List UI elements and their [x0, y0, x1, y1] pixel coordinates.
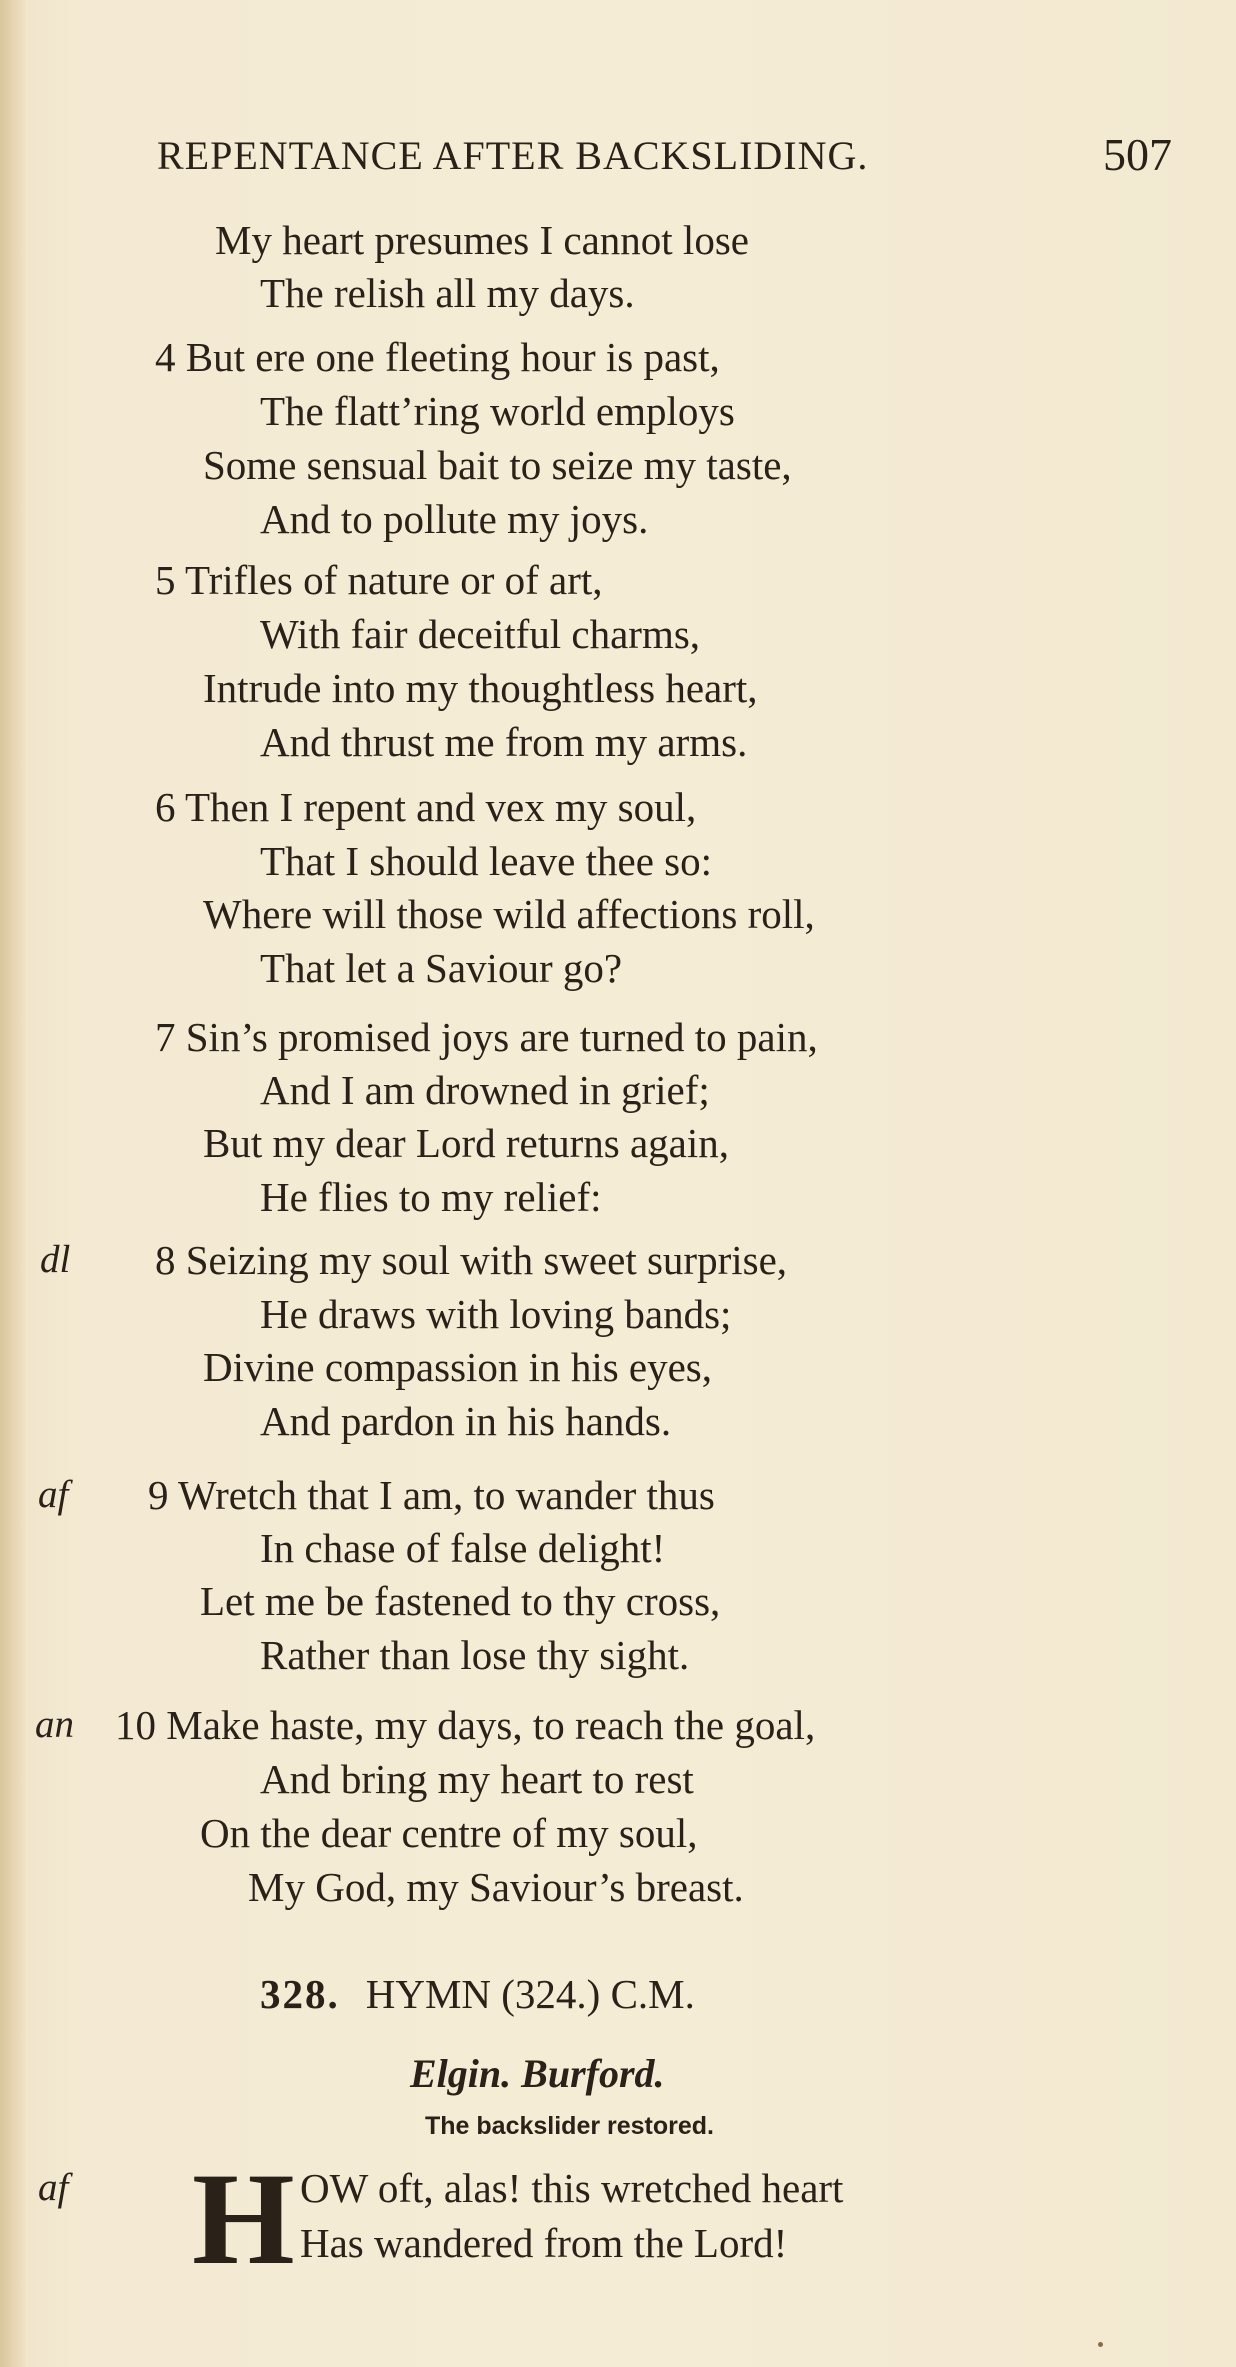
verse-line: In chase of false delight! — [260, 1525, 666, 1571]
performance-marker: an — [35, 1703, 74, 1746]
verse-line: Where will those wild affections roll, — [203, 891, 815, 937]
verse-line: Rather than lose thy sight. — [260, 1632, 690, 1678]
hymn-title: HYMN (324.) C.M. — [365, 1971, 695, 2017]
verse-line: And I am drowned in grief; — [260, 1067, 710, 1113]
verse-line: My heart presumes I cannot lose — [215, 217, 749, 263]
verse-line: And to pollute my joys. — [260, 496, 649, 542]
performance-marker: af — [38, 1473, 69, 1516]
verse-line: He flies to my relief: — [260, 1174, 602, 1220]
verse-line: 9 Wretch that I am, to wander thus — [148, 1472, 715, 1518]
hymn-number: 328. — [260, 1971, 340, 2017]
verse-line: Intrude into my thoughtless heart, — [203, 665, 758, 711]
verse-line: Let me be fastened to thy cross, — [200, 1578, 721, 1624]
verse-line: Has wandered from the Lord! — [300, 2220, 788, 2266]
verse-line: That let a Saviour go? — [260, 945, 623, 991]
verse-line: And thrust me from my arms. — [260, 719, 748, 765]
page-header — [157, 128, 1172, 188]
verse-line: OW oft, alas! this wretched heart — [300, 2165, 844, 2211]
verse-line: 7 Sin’s promised joys are turned to pain, — [155, 1014, 818, 1060]
performance-marker: af — [38, 2166, 69, 2209]
verse-line: That I should leave thee so: — [260, 838, 713, 884]
verse-line: And bring my heart to rest — [260, 1756, 694, 1802]
verse-line: Divine compassion in his eyes, — [203, 1344, 713, 1390]
verse-line: And pardon in his hands. — [260, 1398, 672, 1444]
hymn-heading — [260, 1970, 695, 2018]
ink-speck — [1098, 2342, 1103, 2347]
verse-line: 8 Seizing my soul with sweet surprise, — [155, 1237, 788, 1283]
running-title: REPENTANCE AFTER BACKSLIDING. — [157, 133, 869, 178]
tune-names: Elgin. Burford. — [410, 2051, 665, 2096]
verse-line: 5 Trifles of nature or of art, — [155, 557, 603, 603]
drop-cap: H — [192, 2145, 295, 2292]
performance-marker: dl — [40, 1238, 71, 1281]
verse-line: But my dear Lord returns again, — [203, 1120, 730, 1166]
verse-line: On the dear centre of my soul, — [200, 1810, 698, 1856]
verse-line: Some sensual bait to seize my taste, — [203, 442, 792, 488]
verse-line: My God, my Saviour’s breast. — [248, 1864, 744, 1910]
verse-line: 4 But ere one fleeting hour is past, — [155, 334, 720, 380]
page-number: 507 — [1103, 129, 1172, 180]
verse-line: 10 Make haste, my days, to reach the goal, — [115, 1702, 816, 1748]
page-spine-shadow — [0, 0, 26, 2367]
verse-line: With fair deceitful charms, — [260, 611, 701, 657]
verse-line: The relish all my days. — [260, 270, 635, 316]
hymn-subtitle: The backslider restored. — [425, 2112, 715, 2140]
verse-line: He draws with loving bands; — [260, 1291, 732, 1337]
verse-line: 6 Then I repent and vex my soul, — [155, 784, 697, 830]
verse-line: The flatt’ring world employs — [260, 388, 735, 434]
